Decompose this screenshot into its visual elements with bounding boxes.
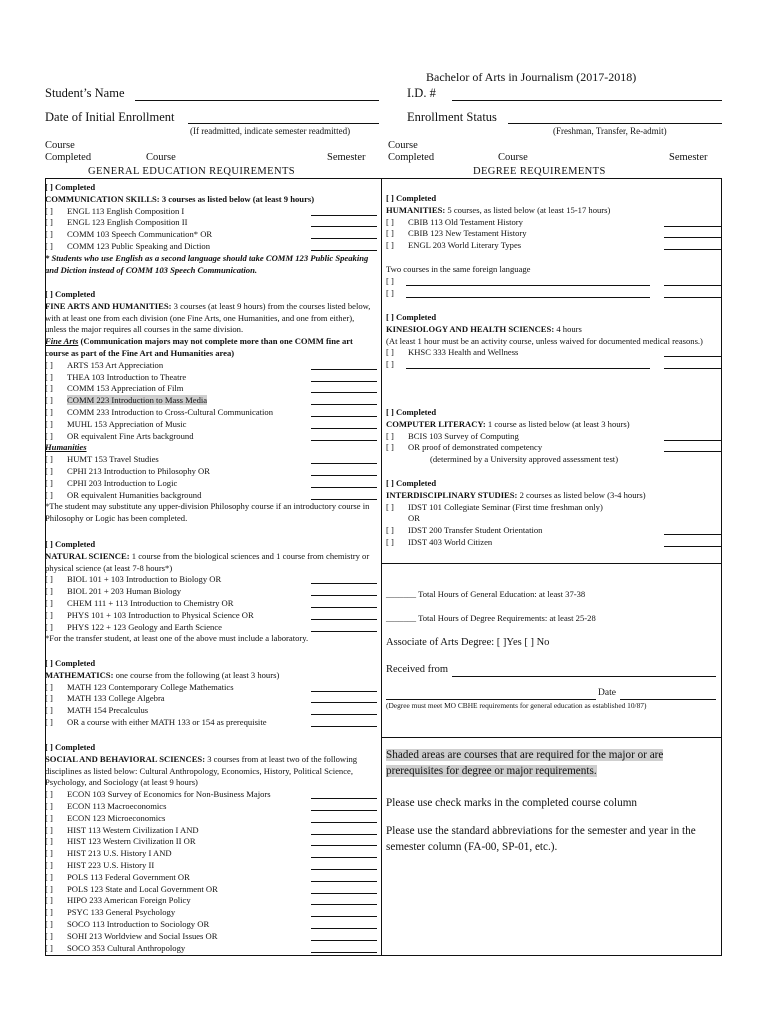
- list-item: [ ] IDST 200 Transfer Student Orientation: [386, 525, 722, 537]
- list-item: [ ] OR proof of demonstrated competency: [386, 442, 722, 454]
- list-item: [ ] ENGL 203 World Literary Types: [386, 240, 722, 252]
- interdisciplinary-intro: 2 courses as listed below (3-4 hours): [517, 489, 646, 500]
- shaded-course: COMM 223 Introduction to Mass Media: [67, 395, 208, 406]
- kinesiology-completed[interactable]: [ ] Completed: [386, 312, 437, 322]
- list-item: [ ] ECON 113 Macroeconomics: [45, 801, 377, 813]
- humanities-heading: Humanities: [45, 442, 87, 453]
- semester-line[interactable]: [664, 546, 722, 547]
- semester-line[interactable]: [311, 238, 377, 239]
- checkbox[interactable]: [ ]: [45, 574, 53, 585]
- semester-line[interactable]: [664, 368, 722, 369]
- language-title: Two courses in the same foreign language: [386, 264, 531, 274]
- language-section: [386, 264, 722, 299]
- list-item: [ ] HIST 223 U.S. History II: [45, 860, 377, 872]
- list-item: [ ] BCIS 103 Survey of Computing: [386, 431, 722, 443]
- semester-line[interactable]: [311, 631, 377, 632]
- received-from-field[interactable]: [452, 676, 716, 677]
- fine-arts-section: [45, 289, 377, 525]
- social-section: [45, 742, 377, 954]
- semester-line[interactable]: [311, 416, 377, 417]
- checkbox[interactable]: [ ]: [45, 895, 53, 906]
- checkbox[interactable]: [ ]: [45, 918, 53, 929]
- list-item: [ ] HIST 213 U.S. History I AND: [45, 848, 377, 860]
- science-title: NATURAL SCIENCE:: [45, 550, 130, 561]
- list-item: [ ] OR equivalent Fine Arts background: [45, 431, 377, 443]
- comm-note: * Students who use English as a second language should take COMM 123 Public Speaking and Diction instead of COMM 103 Speech Communication.: [45, 252, 369, 275]
- semester-line[interactable]: [311, 607, 377, 608]
- list-item: [ ] PSYC 133 General Psychology: [45, 907, 377, 919]
- interdisciplinary-completed[interactable]: [ ] Completed: [386, 478, 437, 488]
- received-extra-field[interactable]: [386, 699, 596, 700]
- checkbox[interactable]: [ ]: [45, 359, 53, 370]
- semester-line[interactable]: [664, 237, 722, 238]
- checkbox[interactable]: [ ]: [45, 383, 53, 394]
- checkbox[interactable]: [ ]: [386, 240, 394, 251]
- mo-cbhe-note: (Degree must meet MO CBHE requirements for general education as established 10/87): [386, 701, 647, 710]
- semester-line[interactable]: [311, 702, 377, 703]
- list-item: [ ] POLS 123 State and Local Government OR: [45, 884, 377, 896]
- id-field[interactable]: [452, 100, 722, 101]
- checkbox[interactable]: [ ]: [45, 942, 53, 953]
- or-label: OR: [408, 513, 420, 524]
- list-item: [ ] THEA 103 Introduction to Theatre: [45, 372, 377, 384]
- kinesiology-section: [386, 312, 722, 371]
- list-item: [45, 395, 377, 407]
- semester-line[interactable]: [311, 619, 377, 620]
- id-label: I.D. #: [407, 86, 436, 100]
- list-item: [ ] OR a course with either MATH 133 or 154 as prerequisite: [45, 717, 377, 729]
- semester-line[interactable]: [311, 381, 377, 382]
- checkbox[interactable]: [ ]: [45, 907, 53, 918]
- list-item: [ ] COMM 233 Introduction to Cross-Cultural Communication: [45, 407, 377, 419]
- list-item: [ ] CPHI 213 Introduction to Philosophy OR: [45, 466, 377, 478]
- col-completed-left: Course Completed: [45, 140, 92, 163]
- semester-line[interactable]: [311, 392, 377, 393]
- list-item: [ ] MUHL 153 Appreciation of Music: [45, 419, 377, 431]
- humanities-title: HUMANITIES:: [386, 204, 446, 215]
- checkbox[interactable]: [ ]: [45, 716, 53, 727]
- philosophy-note: *The student may substitute any upper-division Philosophy course if an introductory course in Philosophy or Logic has been completed.: [45, 501, 370, 524]
- comm-completed[interactable]: [ ] Completed: [45, 182, 96, 192]
- checkbox[interactable]: [ ]: [45, 406, 53, 417]
- abbrev-note: Please use the standard abbreviations for the semester and year in the semester column (FA-00, SP-01, etc.).: [386, 825, 696, 853]
- checkbox[interactable]: [ ]: [45, 836, 53, 847]
- list-item: [ ] ENGL 123 English Composition II: [45, 217, 377, 229]
- list-item: [ ] ARTS 153 Art Appreciation: [45, 360, 377, 372]
- col-course-right: Course: [498, 152, 528, 163]
- checkbox[interactable]: [ ]: [386, 359, 394, 370]
- col-course-left: Course: [146, 152, 176, 163]
- list-item: [ ] SOCO 353 Cultural Anthropology: [45, 943, 377, 955]
- semester-line[interactable]: [664, 226, 722, 227]
- associate-degree[interactable]: Associate of Arts Degree: [ ]Yes [ ] No: [386, 637, 550, 648]
- fine-arts-completed[interactable]: [ ] Completed: [45, 289, 96, 299]
- semester-line[interactable]: [664, 451, 722, 452]
- col-semester-left: Semester: [327, 152, 366, 163]
- checkbox[interactable]: [ ]: [45, 240, 53, 251]
- checkbox[interactable]: [ ]: [45, 883, 53, 894]
- semester-line[interactable]: [664, 440, 722, 441]
- fine-arts-heading: Fine Arts: [45, 336, 79, 347]
- interdisciplinary-title: INTERDISCIPLINARY STUDIES:: [386, 489, 518, 500]
- science-completed[interactable]: [ ] Completed: [45, 539, 96, 549]
- comm-title: COMMUNICATION SKILLS: 3 courses as listed below (at least 9 hours): [45, 193, 315, 204]
- course-line[interactable]: [406, 297, 650, 298]
- computer-note: (determined by a University approved assessment test): [430, 454, 619, 465]
- date-field[interactable]: [620, 699, 716, 700]
- semester-line[interactable]: [311, 952, 377, 953]
- column-divider: [381, 178, 382, 956]
- list-item: [ ] ECON 103 Survey of Economics for Non-Business Majors: [45, 789, 377, 801]
- semester-line[interactable]: [664, 356, 722, 357]
- checkbox[interactable]: [ ]: [45, 477, 53, 488]
- semester-line[interactable]: [311, 475, 377, 476]
- semester-line[interactable]: [311, 487, 377, 488]
- semester-line[interactable]: [311, 857, 377, 858]
- semester-line[interactable]: [311, 404, 377, 405]
- checkbox[interactable]: [ ]: [45, 681, 53, 692]
- received-from-label: Received from: [386, 664, 449, 675]
- list-item: [ ] IDST 101 Collegiate Seminar (First time freshman only): [386, 501, 603, 512]
- checkbox[interactable]: [ ]: [45, 418, 53, 429]
- status-options-note: (Freshman, Transfer, Re-admit): [553, 126, 667, 136]
- semester-line[interactable]: [311, 822, 377, 823]
- checkbox[interactable]: [ ]: [45, 871, 53, 882]
- checkbox[interactable]: [ ]: [45, 430, 53, 441]
- semester-line[interactable]: [664, 249, 722, 250]
- checkbox[interactable]: [ ]: [45, 705, 53, 716]
- checkbox[interactable]: [ ]: [45, 205, 53, 216]
- student-name-label: Student’s Name: [45, 86, 125, 100]
- semester-line[interactable]: [311, 250, 377, 251]
- humanities-intro: 5 courses, as listed below (at least 15-17 hours): [445, 204, 611, 215]
- fine-arts-intro: 3 courses (at least 9 hours) from the courses listed below, with at least one from each division (one Fine Arts, one Humanities, and one from either), unless the major requires all courses in the same division.: [45, 300, 371, 335]
- semester-line[interactable]: [311, 369, 377, 370]
- checkbox[interactable]: [ ]: [45, 800, 53, 811]
- computer-completed[interactable]: [ ] Completed: [386, 407, 437, 417]
- list-item: [386, 359, 722, 371]
- check-note: Please use check marks in the completed course column: [386, 797, 638, 809]
- semester-line[interactable]: [311, 583, 377, 584]
- checkbox[interactable]: [ ]: [45, 465, 53, 476]
- notes-divider: [381, 737, 722, 738]
- checkbox[interactable]: [ ]: [45, 930, 53, 941]
- science-intro: 1 course from the biological sciences and 1 course from chemistry or physical science (at least 7-8 hours*): [45, 550, 370, 573]
- list-item: [ ] HIST 123 Western Civilization II OR: [45, 836, 377, 848]
- computer-intro: 1 course as listed below (at least 3 hours): [485, 418, 630, 429]
- list-item: [ ] ECON 123 Microeconomics: [45, 813, 377, 825]
- social-completed[interactable]: [ ] Completed: [45, 742, 96, 752]
- kinesiology-note: (At least 1 hour must be an activity course, unless waived for documented medical reasons.): [386, 335, 703, 346]
- fine-arts-title: FINE ARTS AND HUMANITIES:: [45, 300, 172, 311]
- course-line[interactable]: [406, 368, 650, 369]
- computer-title: COMPUTER LITERACY:: [386, 418, 486, 429]
- total-gen-ed[interactable]: _______ Total Hours of General Education: at least 37-38: [386, 589, 586, 599]
- list-item: [ ] POLS 113 Federal Government OR: [45, 872, 377, 884]
- checkbox[interactable]: [ ]: [386, 525, 394, 536]
- gen-ed-title: GENERAL EDUCATION REQUIREMENTS: [88, 166, 296, 177]
- science-section: [45, 539, 377, 645]
- shaded-note: Shaded areas are courses that are required for the major or are prerequisites for degree or major requirements.: [386, 749, 664, 777]
- semester-line[interactable]: [311, 595, 377, 596]
- semester-line[interactable]: [311, 499, 377, 500]
- semester-line[interactable]: [311, 928, 377, 929]
- list-item: [ ] MATH 123 Contemporary College Mathematics: [45, 682, 377, 694]
- list-item: [ ] MATH 133 College Algebra: [45, 693, 377, 705]
- checkbox[interactable]: [ ]: [386, 347, 394, 358]
- science-note: *For the transfer student, at least one of the above must include a laboratory.: [45, 633, 309, 644]
- list-item: [ ] BIOL 201 + 203 Human Biology: [45, 586, 377, 598]
- col-completed-right: Course Completed: [388, 140, 435, 163]
- list-item: [ ] MATH 154 Precalculus: [45, 705, 377, 717]
- list-item: [ ] CPHI 203 Introduction to Logic: [45, 478, 377, 490]
- checkbox[interactable]: [ ]: [45, 371, 53, 382]
- checkbox[interactable]: [ ]: [45, 812, 53, 823]
- semester-line[interactable]: [664, 297, 722, 298]
- semester-line[interactable]: [664, 534, 722, 535]
- semester-line[interactable]: [311, 226, 377, 227]
- kinesiology-title: KINESIOLOGY AND HEALTH SCIENCES:: [386, 323, 555, 334]
- kinesiology-intro: 4 hours: [554, 323, 582, 334]
- checkbox[interactable]: [ ]: [386, 536, 394, 547]
- checkbox[interactable]: [ ]: [386, 442, 394, 453]
- col-semester-right: Semester: [669, 152, 708, 163]
- initial-enrollment-field[interactable]: [188, 123, 379, 124]
- semester-line[interactable]: [311, 440, 377, 441]
- semester-line[interactable]: [311, 691, 377, 692]
- semester-line[interactable]: [311, 810, 377, 811]
- semester-line[interactable]: [311, 463, 377, 464]
- list-item: [ ] SOCO 113 Introduction to Sociology OR: [45, 919, 377, 931]
- student-name-field[interactable]: [135, 100, 379, 101]
- list-item: [ ] CBIB 113 Old Testament History: [386, 217, 722, 229]
- list-item: [ ] ENGL 113 English Composition I: [45, 206, 377, 218]
- checkbox[interactable]: [ ]: [45, 489, 53, 500]
- list-item: [ ] CHEM 111 + 113 Introduction to Chemistry OR: [45, 598, 377, 610]
- checkbox[interactable]: [ ]: [45, 609, 53, 620]
- math-section: [45, 658, 377, 729]
- list-item: [ ] IDST 403 World Citizen: [386, 537, 722, 549]
- checkbox[interactable]: [ ]: [386, 275, 394, 286]
- checkbox[interactable]: [ ]: [386, 287, 394, 298]
- semester-line[interactable]: [664, 285, 722, 286]
- list-item: [ ] HUMT 153 Travel Studies: [45, 454, 377, 466]
- list-item: [ ] OR equivalent Humanities background: [45, 490, 377, 502]
- list-item: [ ] KHSC 333 Health and Wellness: [386, 347, 722, 359]
- total-degree[interactable]: _______ Total Hours of Degree Requirements: at least 25-28: [386, 613, 596, 623]
- semester-line[interactable]: [311, 904, 377, 905]
- semester-line[interactable]: [311, 834, 377, 835]
- humanities-completed[interactable]: [ ] Completed: [386, 193, 437, 203]
- list-item: [ ] HIPO 233 American Foreign Policy: [45, 895, 377, 907]
- list-item: [386, 288, 722, 300]
- checkbox[interactable]: [ ]: [45, 229, 53, 240]
- semester-line[interactable]: [311, 726, 377, 727]
- list-item: [ ] PHYS 122 + 123 Geology and Earth Science: [45, 622, 377, 634]
- list-item: [ ] SOHI 213 Worldview and Social Issues OR: [45, 931, 377, 943]
- enrollment-status-field[interactable]: [508, 123, 722, 124]
- semester-line[interactable]: [311, 798, 377, 799]
- math-completed[interactable]: [ ] Completed: [45, 658, 96, 668]
- checkbox[interactable]: [ ]: [45, 217, 53, 228]
- enrollment-status-label: Enrollment Status: [407, 110, 497, 124]
- initial-enrollment-label: Date of Initial Enrollment: [45, 110, 175, 124]
- list-item: [ ] COMM 153 Appreciation of Film: [45, 383, 377, 395]
- semester-line[interactable]: [311, 916, 377, 917]
- semester-line[interactable]: [311, 940, 377, 941]
- semester-line[interactable]: [311, 869, 377, 870]
- list-item: [386, 276, 722, 288]
- checkbox[interactable]: [ ]: [45, 395, 53, 406]
- interdisciplinary-section: [386, 478, 722, 549]
- semester-line[interactable]: [311, 215, 377, 216]
- list-item: [ ] HIST 113 Western Civilization I AND: [45, 825, 377, 837]
- program-title: Bachelor of Arts in Journalism (2017-2018): [426, 70, 637, 84]
- section-divider: [381, 563, 722, 564]
- comm-section: [45, 182, 377, 276]
- social-intro: 3 courses from at least two of the following disciplines as listed below: Cultural Anthropology, Economics, History, Political Science, Psychology, and Sociology (at least 9 hours): [45, 753, 358, 788]
- readmitted-note: (If readmitted, indicate semester readmitted): [190, 126, 351, 136]
- checkbox[interactable]: [ ]: [45, 824, 53, 835]
- semester-line[interactable]: [311, 881, 377, 882]
- list-item: [ ] CBIB 123 New Testament History: [386, 228, 722, 240]
- social-title: SOCIAL AND BEHAVIORAL SCIENCES:: [45, 753, 206, 764]
- list-item: [ ] COMM 123 Public Speaking and Diction: [45, 241, 377, 253]
- fine-arts-note: (Communication majors may not complete more than one COMM fine art course as part of the Fine Art and Humanities area): [45, 336, 353, 358]
- checkbox[interactable]: [ ]: [386, 228, 394, 239]
- checkbox[interactable]: [ ]: [45, 586, 53, 597]
- semester-line[interactable]: [311, 714, 377, 715]
- checkbox[interactable]: [ ]: [45, 789, 53, 800]
- math-title: MATHEMATICS:: [45, 669, 114, 680]
- checkbox[interactable]: [ ]: [45, 848, 53, 859]
- checkbox[interactable]: [ ]: [386, 216, 394, 227]
- checkbox[interactable]: [ ]: [45, 454, 53, 465]
- list-item: [ ] BIOL 101 + 103 Introduction to Biology OR: [45, 574, 377, 586]
- list-item: [ ] COMM 103 Speech Communication* OR: [45, 229, 377, 241]
- checkbox[interactable]: [ ]: [45, 693, 53, 704]
- course-line[interactable]: [406, 285, 650, 286]
- math-intro: one course from the following (at least 3 hours): [113, 669, 280, 680]
- computer-section: [386, 407, 722, 466]
- checkbox[interactable]: [ ]: [45, 597, 53, 608]
- checkbox[interactable]: [ ]: [386, 501, 394, 512]
- checkbox[interactable]: [ ]: [386, 430, 394, 441]
- date-label: Date: [598, 688, 616, 698]
- humanities-section: [386, 193, 722, 252]
- checkbox[interactable]: [ ]: [45, 621, 53, 632]
- degree-title: DEGREE REQUIREMENTS: [473, 166, 606, 177]
- semester-line[interactable]: [311, 893, 377, 894]
- semester-line[interactable]: [311, 845, 377, 846]
- checkbox[interactable]: [ ]: [45, 859, 53, 870]
- semester-line[interactable]: [311, 428, 377, 429]
- list-item: [ ] PHYS 101 + 103 Introduction to Physical Science OR: [45, 610, 377, 622]
